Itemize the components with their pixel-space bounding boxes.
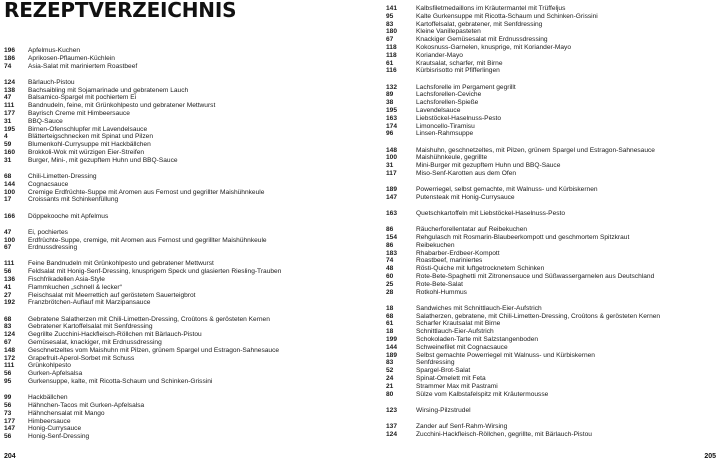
entry-page-number: 172 — [4, 354, 16, 362]
entry-recipe-name: Aprikosen-Pflaumen-Küchlein — [28, 54, 115, 62]
entry-page-number: 177 — [4, 417, 16, 425]
index-entry — [4, 87, 352, 95]
entry-page-number: 25 — [386, 280, 394, 288]
index-entry — [386, 99, 716, 107]
entry-recipe-name: Powerriegel, selbst gemachte, mit Walnuss- und Kürbiskernen — [416, 186, 598, 194]
entry-recipe-name: Kleine Vanillepasteten — [416, 28, 481, 36]
index-entry — [4, 118, 352, 126]
index-entry — [4, 292, 352, 300]
index-entry — [4, 149, 352, 157]
index-entry — [4, 237, 352, 245]
entry-page-number: 138 — [4, 86, 16, 94]
index-entry — [4, 79, 352, 87]
index-entry — [4, 181, 352, 189]
entry-recipe-name: Blumenkohl-Currysuppe mit Hackbällchen — [28, 141, 151, 149]
entry-page-number: 31 — [4, 117, 12, 125]
entry-page-number: 38 — [386, 99, 394, 107]
index-right-column — [386, 5, 716, 447]
page-title: REZEPTVERZEICHNIS — [4, 0, 237, 22]
entry-page-number: 144 — [386, 343, 398, 351]
entry-recipe-name: Erdfrüchte-Suppe, cremige, mit Aromen aus Fernost und gegrillter Maishühnkeule — [28, 236, 267, 244]
entry-page-number: 116 — [386, 67, 397, 75]
entry-page-number: 74 — [386, 257, 394, 265]
entry-recipe-name: Balsamico-Spargel mit pochiertem Ei — [28, 94, 137, 102]
entry-recipe-name: Sandwiches mit Schnittlauch-Eier-Aufstrich — [416, 304, 542, 312]
entry-page-number: 147 — [4, 425, 16, 433]
index-group — [386, 84, 716, 139]
entry-page-number: 60 — [386, 273, 394, 281]
entry-recipe-name: Rhabarber-Erdbeer-Kompott — [416, 249, 500, 257]
index-entry — [386, 52, 716, 60]
entry-page-number: 100 — [4, 188, 16, 196]
entry-page-number: 56 — [4, 268, 12, 276]
entry-recipe-name: Erdnussdressing — [28, 244, 78, 252]
index-entry — [4, 418, 352, 426]
entry-page-number: 24 — [386, 375, 394, 383]
entry-page-number: 47 — [4, 228, 12, 236]
entry-page-number: 118 — [386, 51, 397, 59]
entry-page-number: 124 — [4, 78, 16, 86]
index-entry — [4, 63, 352, 71]
index-entry — [386, 383, 716, 391]
index-entry — [4, 126, 352, 134]
index-entry — [386, 257, 716, 265]
entry-page-number: 83 — [386, 20, 394, 28]
entry-recipe-name: Honig-Currysauce — [28, 425, 82, 433]
entry-page-number: 100 — [386, 154, 398, 162]
index-entry — [386, 281, 716, 289]
entry-page-number: 199 — [386, 336, 398, 344]
entry-page-number: 4 — [4, 133, 8, 141]
entry-page-number: 67 — [4, 244, 12, 252]
entry-page-number: 144 — [4, 180, 16, 188]
index-entry — [386, 289, 716, 297]
entry-recipe-name: Kokosnuss-Garnelen, knusprige, mit Koriander-Mayo — [416, 43, 572, 51]
entry-page-number: 56 — [4, 433, 12, 441]
entry-page-number: 147 — [386, 193, 398, 201]
index-entry — [4, 102, 352, 110]
entry-page-number: 118 — [386, 43, 397, 51]
entry-recipe-name: Rösti-Quiche mit luftgetrocknetem Schinken — [416, 265, 545, 273]
entry-recipe-name: Bärlauch-Pistou — [28, 78, 75, 86]
index-group — [386, 407, 716, 415]
entry-recipe-name: Gebratene Salatherzen mit Chili-Limetten-Dressing, Croûtons & gerösteten Kernen — [28, 315, 270, 323]
entry-page-number: 41 — [4, 283, 12, 291]
entry-recipe-name: Strammer Max mit Pastrami — [416, 382, 498, 390]
entry-page-number: 86 — [386, 226, 394, 234]
entry-recipe-name: Cremige Erdfrüchte-Suppe mit Aromen aus Fernost und gegrillter Maishühnkeule — [28, 188, 265, 196]
index-entry — [386, 84, 716, 92]
index-entry — [4, 370, 352, 378]
entry-recipe-name: Gemüsesalat, knackiger, mit Erdnussdressing — [28, 339, 162, 347]
entry-recipe-name: Putensteak mit Honig-Currysauce — [416, 193, 515, 201]
entry-page-number: 111 — [4, 102, 15, 110]
entry-page-number: 111 — [4, 260, 15, 268]
index-entry — [386, 91, 716, 99]
entry-recipe-name: Brokkoli-Wok mit würzigen Eier-Streifen — [28, 148, 145, 156]
entry-recipe-name: Lachsforellen-Ceviche — [416, 91, 482, 99]
index-group — [386, 210, 716, 218]
page-number-left: 204 — [4, 453, 16, 460]
index-entry — [4, 244, 352, 252]
entry-recipe-name: Schnittlauch-Eier-Aufstrich — [416, 328, 494, 336]
index-group — [4, 47, 352, 70]
entry-page-number: 56 — [4, 402, 12, 410]
entry-page-number: 195 — [4, 125, 16, 133]
index-entry — [4, 378, 352, 386]
index-entry — [386, 273, 716, 281]
index-group — [4, 260, 352, 307]
entry-recipe-name: Koriander-Mayo — [416, 51, 463, 59]
entry-recipe-name: BBQ-Sauce — [28, 117, 63, 125]
entry-page-number: 68 — [4, 315, 12, 323]
entry-recipe-name: Flammkuchen „schnell & lecker“ — [28, 283, 122, 291]
index-entry — [386, 226, 716, 234]
entry-recipe-name: Linsen-Rahmsuppe — [416, 130, 474, 138]
entry-page-number: 192 — [4, 299, 16, 307]
index-entry — [386, 210, 716, 218]
index-entry — [4, 157, 352, 165]
entry-page-number: 124 — [386, 430, 398, 438]
entry-page-number: 21 — [386, 382, 394, 390]
index-entry — [4, 55, 352, 63]
index-entry — [4, 362, 352, 370]
index-entry — [4, 276, 352, 284]
entry-recipe-name: Maishuhn, geschnetzeltes, mit Pilzen, grünem Spargel und Estragon-Sahnesauce — [416, 146, 655, 154]
index-entry — [4, 173, 352, 181]
entry-recipe-name: Lachsforelle im Pergament gegrillt — [416, 83, 516, 91]
index-entry — [386, 170, 716, 178]
entry-page-number: 166 — [4, 212, 16, 220]
index-group — [4, 394, 352, 441]
index-entry — [4, 355, 352, 363]
entry-page-number: 136 — [4, 276, 16, 284]
entry-recipe-name: Mini-Burger mit gezupftem Huhn und BBQ-Sauce — [416, 162, 561, 170]
entry-page-number: 148 — [386, 146, 398, 154]
entry-recipe-name: Salatherzen, gebratene, mit Chili-Limetten-Dressing, Croûtons & gerösteten Kernen — [416, 312, 661, 320]
entry-page-number: 86 — [386, 241, 394, 249]
index-entry — [386, 407, 716, 415]
index-entry — [4, 229, 352, 237]
entry-recipe-name: Burger, Mini-, mit gezupftem Huhn und BBQ-Sauce — [28, 156, 178, 164]
entry-page-number: 61 — [386, 320, 394, 328]
entry-page-number: 80 — [386, 390, 394, 398]
entry-recipe-name: Fischfrikadellen Asia-Style — [28, 276, 105, 284]
entry-page-number: 67 — [4, 339, 12, 347]
entry-page-number: 163 — [386, 210, 398, 218]
index-group — [4, 213, 352, 221]
entry-page-number: 74 — [4, 62, 12, 70]
index-entry — [386, 60, 716, 68]
entry-recipe-name: Croissants mit Schinkenfüllung — [28, 196, 119, 204]
entry-recipe-name: Himbeersauce — [28, 417, 71, 425]
index-entry — [386, 28, 716, 36]
entry-page-number: 31 — [4, 156, 12, 164]
entry-page-number: 163 — [386, 114, 398, 122]
entry-page-number: 73 — [4, 409, 12, 417]
index-entry — [4, 331, 352, 339]
entry-page-number: 177 — [4, 109, 16, 117]
entry-recipe-name: Geschnetzeltes vom Maishuhn mit Pilzen, grünem Spargel und Estragon-Sahnesauce — [28, 346, 280, 354]
entry-recipe-name: Zander auf Senf-Rahm-Wirsing — [416, 422, 508, 430]
entry-page-number: 196 — [4, 47, 16, 54]
entry-page-number: 111 — [4, 362, 15, 370]
index-entry — [4, 196, 352, 204]
entry-recipe-name: Schweinefilet mit Cognacsauce — [416, 343, 508, 351]
entry-page-number: 27 — [4, 291, 12, 299]
entry-recipe-name: Krautsalat, scharfer, mit Birne — [416, 59, 503, 67]
index-entry — [386, 265, 716, 273]
entry-page-number: 154 — [386, 234, 398, 242]
entry-recipe-name: Rote-Bete-Spaghetti mit Zitronensauce und Süßwassergarnelen aus Deutschland — [416, 273, 655, 281]
entry-recipe-name: Maishühnkeule, gegrillte — [416, 154, 488, 162]
entry-recipe-name: Ei, pochiertes — [28, 228, 68, 236]
index-entry — [386, 115, 716, 123]
index-entry — [4, 402, 352, 410]
entry-recipe-name: Sülze vom Kalbstafelspitz mit Kräutermousse — [416, 390, 549, 398]
entry-page-number: 99 — [4, 394, 12, 402]
index-group — [4, 229, 352, 252]
entry-recipe-name: Lachsforellen-Spieße — [416, 99, 479, 107]
index-entry — [386, 391, 716, 399]
index-entry — [386, 242, 716, 250]
entry-recipe-name: Miso-Senf-Karotten aus dem Ofen — [416, 169, 517, 177]
entry-recipe-name: Scharfer Krautsalat mit Birne — [416, 320, 501, 328]
entry-recipe-name: Bandnudeln, feine, mit Grünkohlpesto und gebratener Mettwurst — [28, 102, 216, 110]
entry-page-number: 195 — [386, 106, 398, 114]
entry-page-number: 95 — [4, 378, 12, 386]
entry-recipe-name: Kalte Gurkensuppe mit Ricotta-Schaum und Schinken-Grissini — [416, 12, 598, 20]
index-entry — [386, 154, 716, 162]
entry-page-number: 96 — [386, 130, 394, 138]
index-entry — [386, 250, 716, 258]
entry-page-number: 189 — [386, 351, 398, 359]
index-entry — [386, 375, 716, 383]
entry-page-number: 47 — [4, 94, 12, 102]
entry-page-number: 95 — [386, 12, 394, 20]
index-entry — [4, 47, 352, 55]
entry-page-number: 68 — [4, 172, 12, 180]
index-entry — [4, 94, 352, 102]
entry-page-number: 48 — [386, 265, 394, 273]
entry-recipe-name: Wirsing-Pilzstrudel — [416, 406, 471, 414]
index-entry — [386, 13, 716, 21]
index-entry — [386, 336, 716, 344]
index-group — [4, 316, 352, 386]
index-entry — [386, 36, 716, 44]
index-entry — [386, 431, 716, 439]
entry-recipe-name: Kalbsfiletmedaillons im Kräutermantel mit Trüffeljus — [416, 5, 566, 12]
entry-recipe-name: Honig-Senf-Dressing — [28, 433, 90, 441]
entry-recipe-name: Apfelmus-Kuchen — [28, 47, 81, 54]
index-entry — [386, 305, 716, 313]
index-left-column — [4, 47, 352, 449]
index-entry — [4, 110, 352, 118]
entry-page-number: 68 — [386, 312, 394, 320]
entry-page-number: 148 — [4, 346, 16, 354]
index-entry — [386, 344, 716, 352]
entry-page-number: 117 — [386, 169, 397, 177]
entry-page-number: 18 — [386, 304, 394, 312]
entry-recipe-name: Hackbällchen — [28, 394, 68, 402]
entry-page-number: 28 — [386, 288, 394, 296]
entry-page-number: 31 — [386, 162, 394, 170]
entry-page-number: 17 — [4, 196, 12, 204]
entry-page-number: 83 — [386, 359, 394, 367]
entry-recipe-name: Grapefruit-Aperol-Sorbet mit Schuss — [28, 354, 135, 362]
entry-recipe-name: Blätterteigschnecken mit Spinat und Pilzen — [28, 133, 153, 141]
entry-recipe-name: Selbst gemachte Powerriegel mit Walnuss- und Kürbiskernen — [416, 351, 595, 359]
entry-recipe-name: Franzbrötchen-Auflauf mit Marzipansauce — [28, 299, 151, 307]
entry-recipe-name: Döppekooche mit Apfelmus — [28, 212, 109, 220]
index-entry — [386, 328, 716, 336]
entry-page-number: 59 — [4, 141, 12, 149]
index-entry — [4, 260, 352, 268]
entry-recipe-name: Asia-Salat mit mariniertem Roastbeef — [28, 62, 138, 70]
entry-page-number: 124 — [4, 331, 16, 339]
index-entry — [386, 107, 716, 115]
entry-page-number: 180 — [386, 28, 398, 36]
entry-page-number: 160 — [4, 148, 16, 156]
entry-recipe-name: Lavendelsauce — [416, 106, 461, 114]
index-group — [4, 173, 352, 204]
entry-recipe-name: Spinat-Omelett mit Feta — [416, 375, 486, 383]
index-entry — [4, 410, 352, 418]
index-group — [386, 226, 716, 296]
page-number-right: 205 — [704, 453, 716, 460]
index-entry — [4, 141, 352, 149]
entry-recipe-name: Gegrillte Zucchini-Hackfleisch-Röllchen mit Bärlauch-Pistou — [28, 331, 202, 339]
entry-recipe-name: Feine Bandnudeln mit Grünkohlpesto und gebratener Mettwurst — [28, 260, 214, 268]
entry-page-number: 186 — [4, 54, 16, 62]
index-entry — [4, 213, 352, 221]
entry-recipe-name: Liebstöckel-Haselnuss-Pesto — [416, 114, 502, 122]
index-group — [386, 147, 716, 178]
entry-recipe-name: Kartoffelsalat, gebratener, mit Senfdressing — [416, 20, 543, 28]
entry-recipe-name: Quetschkartoffeln mit Liebstöckel-Haselnuss-Pesto — [416, 210, 566, 218]
entry-page-number: 141 — [386, 5, 398, 12]
entry-page-number: 100 — [4, 236, 16, 244]
entry-recipe-name: Schokoladen-Tarte mit Salzstangenboden — [416, 336, 539, 344]
entry-recipe-name: Fleischsalat mit Meerrettich auf geröstetem Sauerteigbrot — [28, 291, 196, 299]
index-entry — [386, 147, 716, 155]
index-entry — [4, 284, 352, 292]
entry-recipe-name: Cognacsauce — [28, 180, 69, 188]
entry-recipe-name: Bachsaibling mit Sojamarinade und gebratenem Lauch — [28, 86, 189, 94]
entry-recipe-name: Kürbisrisotto mit Pfifferlingen — [416, 67, 500, 75]
index-group — [386, 423, 716, 439]
index-entry — [4, 268, 352, 276]
index-group — [4, 79, 352, 165]
entry-recipe-name: Roastbeef, mariniertes — [416, 257, 483, 265]
entry-recipe-name: Gebratener Kartoffelsalat mit Senfdressing — [28, 323, 153, 331]
index-entry — [4, 189, 352, 197]
index-entry — [386, 313, 716, 321]
index-entry — [386, 21, 716, 29]
index-entry — [4, 347, 352, 355]
index-entry — [386, 5, 716, 13]
entry-page-number: 52 — [386, 367, 394, 375]
index-entry — [386, 194, 716, 202]
entry-recipe-name: Gurkensuppe, kalte, mit Ricotta-Schaum und Schinken-Grissini — [28, 378, 213, 386]
index-entry — [386, 367, 716, 375]
entry-page-number: 18 — [386, 328, 394, 336]
entry-page-number: 83 — [4, 323, 12, 331]
index-entry — [4, 425, 352, 433]
entry-recipe-name: Limoncello-Tiramisu — [416, 122, 475, 130]
entry-recipe-name: Zucchini-Hackfleisch-Röllchen, gegrillte, mit Bärlauch-Pistou — [416, 430, 592, 438]
entry-page-number: 137 — [386, 422, 398, 430]
index-entry — [4, 316, 352, 324]
index-entry — [4, 299, 352, 307]
entry-recipe-name: Räucherforellentatar auf Reibekuchen — [416, 226, 528, 234]
entry-recipe-name: Hähnchen-Tacos mit Gurken-Apfelsalsa — [28, 402, 145, 410]
index-entry — [386, 359, 716, 367]
index-entry — [4, 339, 352, 347]
index-entry — [386, 130, 716, 138]
index-entry — [386, 162, 716, 170]
index-entry — [386, 423, 716, 431]
index-entry — [386, 67, 716, 75]
index-entry — [4, 323, 352, 331]
index-group — [386, 305, 716, 399]
entry-recipe-name: Knackiger Gemüsesalat mit Erdnussdressing — [416, 36, 548, 44]
entry-recipe-name: Senfdressing — [416, 359, 455, 367]
entry-recipe-name: Rote-Bete-Salat — [416, 280, 463, 288]
index-entry — [386, 44, 716, 52]
entry-recipe-name: Chili-Limetten-Dressing — [28, 172, 97, 180]
entry-recipe-name: Birnen-Ofenschlupfer mit Lavendelsauce — [28, 125, 148, 133]
entry-page-number: 183 — [386, 249, 398, 257]
entry-recipe-name: Grünkohlpesto — [28, 362, 71, 370]
index-entry — [386, 320, 716, 328]
entry-page-number: 174 — [386, 122, 398, 130]
entry-page-number: 56 — [4, 370, 12, 378]
entry-recipe-name: Bayrisch Creme mit Himbeersauce — [28, 109, 130, 117]
index-entry — [386, 123, 716, 131]
entry-recipe-name: Reibekuchen — [416, 241, 455, 249]
index-entry — [4, 433, 352, 441]
index-entry — [386, 186, 716, 194]
entry-page-number: 123 — [386, 406, 398, 414]
index-entry — [386, 234, 716, 242]
entry-recipe-name: Gurken-Apfelsalsa — [28, 370, 83, 378]
entry-page-number: 89 — [386, 91, 394, 99]
entry-page-number: 61 — [386, 59, 394, 67]
entry-page-number: 189 — [386, 186, 398, 194]
entry-recipe-name: Feldsalat mit Honig-Senf-Dressing, knusprigem Speck und glasierten Riesling-Trauben — [28, 268, 282, 276]
index-group — [386, 5, 716, 75]
entry-recipe-name: Rehgulasch mit Rosmarin-Blaubeerkompott und geschmortem Spitzkraut — [416, 234, 630, 242]
index-entry — [386, 352, 716, 360]
index-group — [386, 186, 716, 202]
entry-page-number: 132 — [386, 83, 398, 91]
entry-recipe-name: Spargel-Brot-Salat — [416, 367, 471, 375]
entry-recipe-name: Rotkohl-Hummus — [416, 288, 467, 296]
index-entry — [4, 133, 352, 141]
entry-page-number: 67 — [386, 36, 394, 44]
entry-recipe-name: Hähnchensalat mit Mango — [28, 409, 105, 417]
index-entry — [4, 394, 352, 402]
